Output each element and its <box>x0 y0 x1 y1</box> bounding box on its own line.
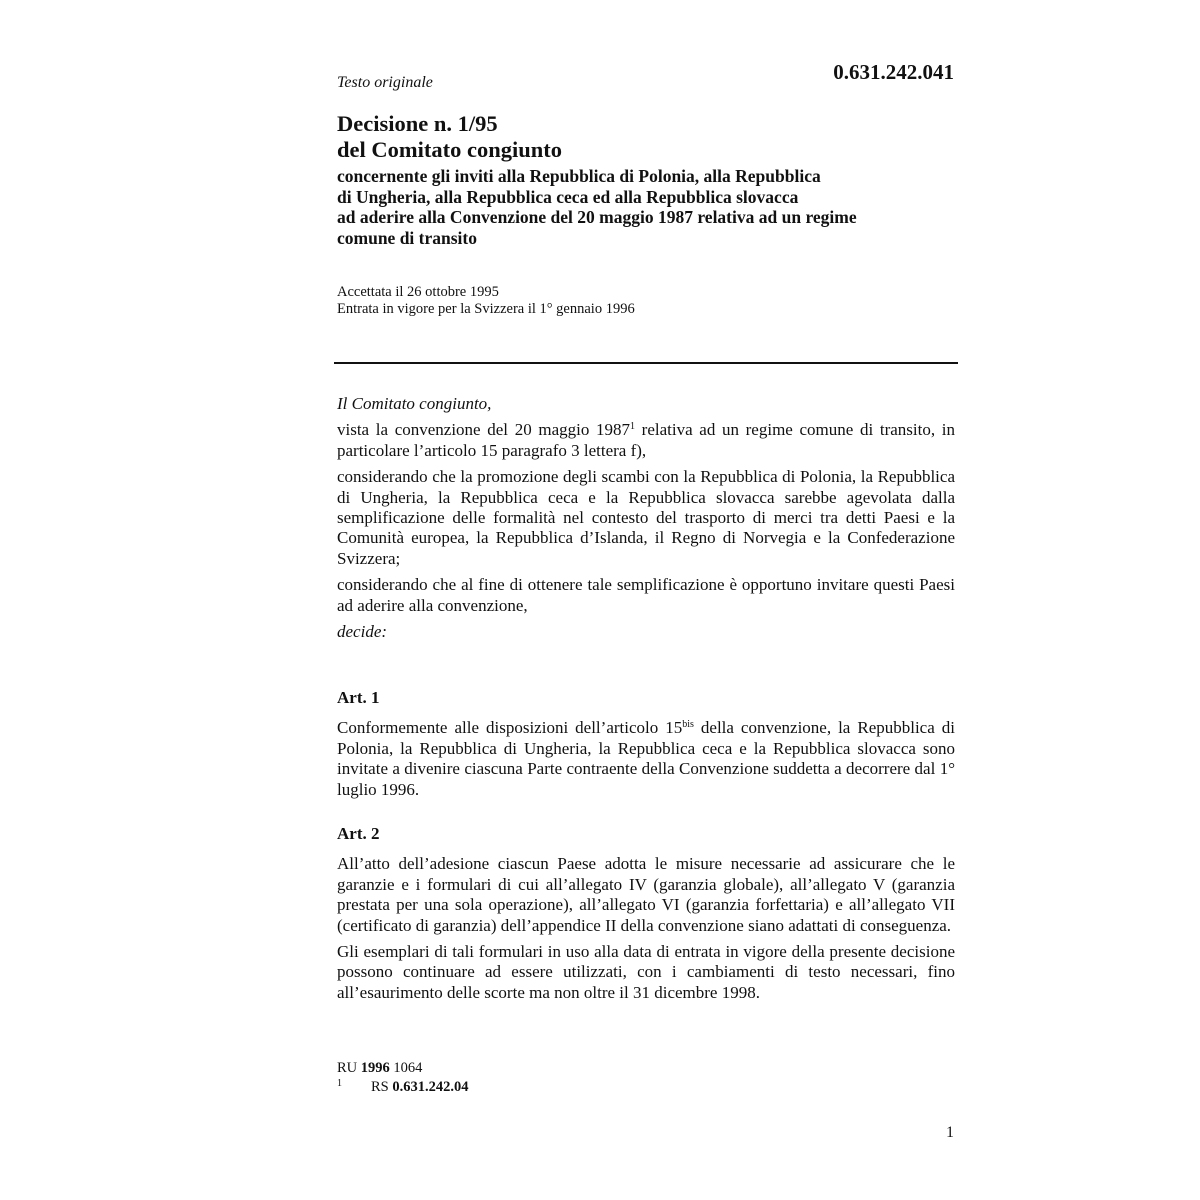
article-2-heading: Art. 2 <box>337 824 380 843</box>
bis-superscript: bis <box>682 719 694 731</box>
preamble-decide: decide: <box>337 622 388 642</box>
accepted-date: Accettata il 26 ottobre 1995 <box>337 284 499 300</box>
subtitle-line: ad aderire alla Convenzione del 20 maggio 1987 relativa ad un regime <box>337 207 857 228</box>
subtitle-line: comune di transito <box>337 227 477 248</box>
subtitle-line: di Ungheria, alla Repubblica ceca ed alla Repubblica slovacca <box>337 186 799 207</box>
preamble-considerando-2: considerando che al fine di ottenere tale semplificazione è opportuno invitare questi Paesi ad aderire alla convenzione, <box>337 575 955 615</box>
sr-number: 0.631.242.041 <box>833 60 954 84</box>
document-subtitle <box>337 166 977 248</box>
preamble-considerando-1: considerando che la promozione degli scambi con la Repubblica di Polonia, la Repubblica di Ungheria, la Repubblica ceca e la Repubblica slovacca sarebbe agevolata dalla semplificazione delle formalità nel contesto del trasporto di merci tra detti Paesi e la Comunità europea, la Repubblica d’Islanda, il Regno di Norvegia e la Confederazione Svizzera; <box>337 467 955 568</box>
page-number: 1 <box>946 1124 954 1141</box>
document-meta <box>337 284 635 317</box>
subtitle-line: concernente gli inviti alla Repubblica di Polonia, alla Repubblica <box>337 166 821 186</box>
article-1-heading: Art. 1 <box>337 688 380 707</box>
in-force-date: Entrata in vigore per la Svizzera il 1° gennaio 1996 <box>337 300 635 317</box>
footnote-number: 1 <box>337 1078 342 1089</box>
footnotes <box>337 1059 469 1097</box>
footnote-sr-reference: 0.631.242.04 <box>392 1079 469 1095</box>
preamble-committee: Il Comitato congiunto, <box>337 394 492 413</box>
header-divider <box>334 362 958 364</box>
article-2 <box>337 824 955 1009</box>
title-line-1: Decisione n. 1/95 <box>337 111 498 136</box>
document-title <box>337 111 562 163</box>
article-1-text: Conformemente alle disposizioni dell’articolo $15^{bis}$ della convenzione, la Repubblica di Polonia, la Repubblica di Ungheria, la Repubblica ceca e la Repubblica slovacca sono invitate a divenire ciascuna Parte contraente della Convenzione suddetta a decorrere dal 1° luglio 1996. <box>337 718 955 799</box>
article-2-paragraph-1: All’atto dell’adesione ciascun Paese adotta le misure necessarie ad assicurare che le garanzie e i formulari di cui all’allegato IV (garanzia globale), all’allegato V (garanzia prestata per una sola operazione), all’allegato VI (garanzia forfettaria) e all’allegato VII (certificato di garanzia) dell’appendice II della convenzione siano adattati di conseguenza. <box>337 854 955 935</box>
footnote-ref-1: 1 <box>630 421 635 433</box>
footnote-1: 1 RS 0.631.242.04 <box>337 1078 469 1097</box>
original-text-label: Testo originale <box>337 74 433 91</box>
article-2-paragraph-2: Gli esemplari di tali formulari in uso alla data di entrata in vigore della presente decisione possono continuare ad essere utilizzati, con i cambiamenti di testo necessari, fino all’esaurimento delle scorte ma non oltre il 31 dicembre 1998. <box>337 942 955 1002</box>
title-line-2: del Comitato congiunto <box>337 137 562 162</box>
preamble-vista: vista la convenzione del 20 maggio 1987$^1$ relativa ad un regime comune di transito, in particolare l’articolo 15 paragrafo 3 lettera f), <box>337 420 955 460</box>
ru-reference: RU 1996 1064 <box>337 1060 423 1076</box>
preamble <box>337 394 955 648</box>
article-1 <box>337 688 955 806</box>
